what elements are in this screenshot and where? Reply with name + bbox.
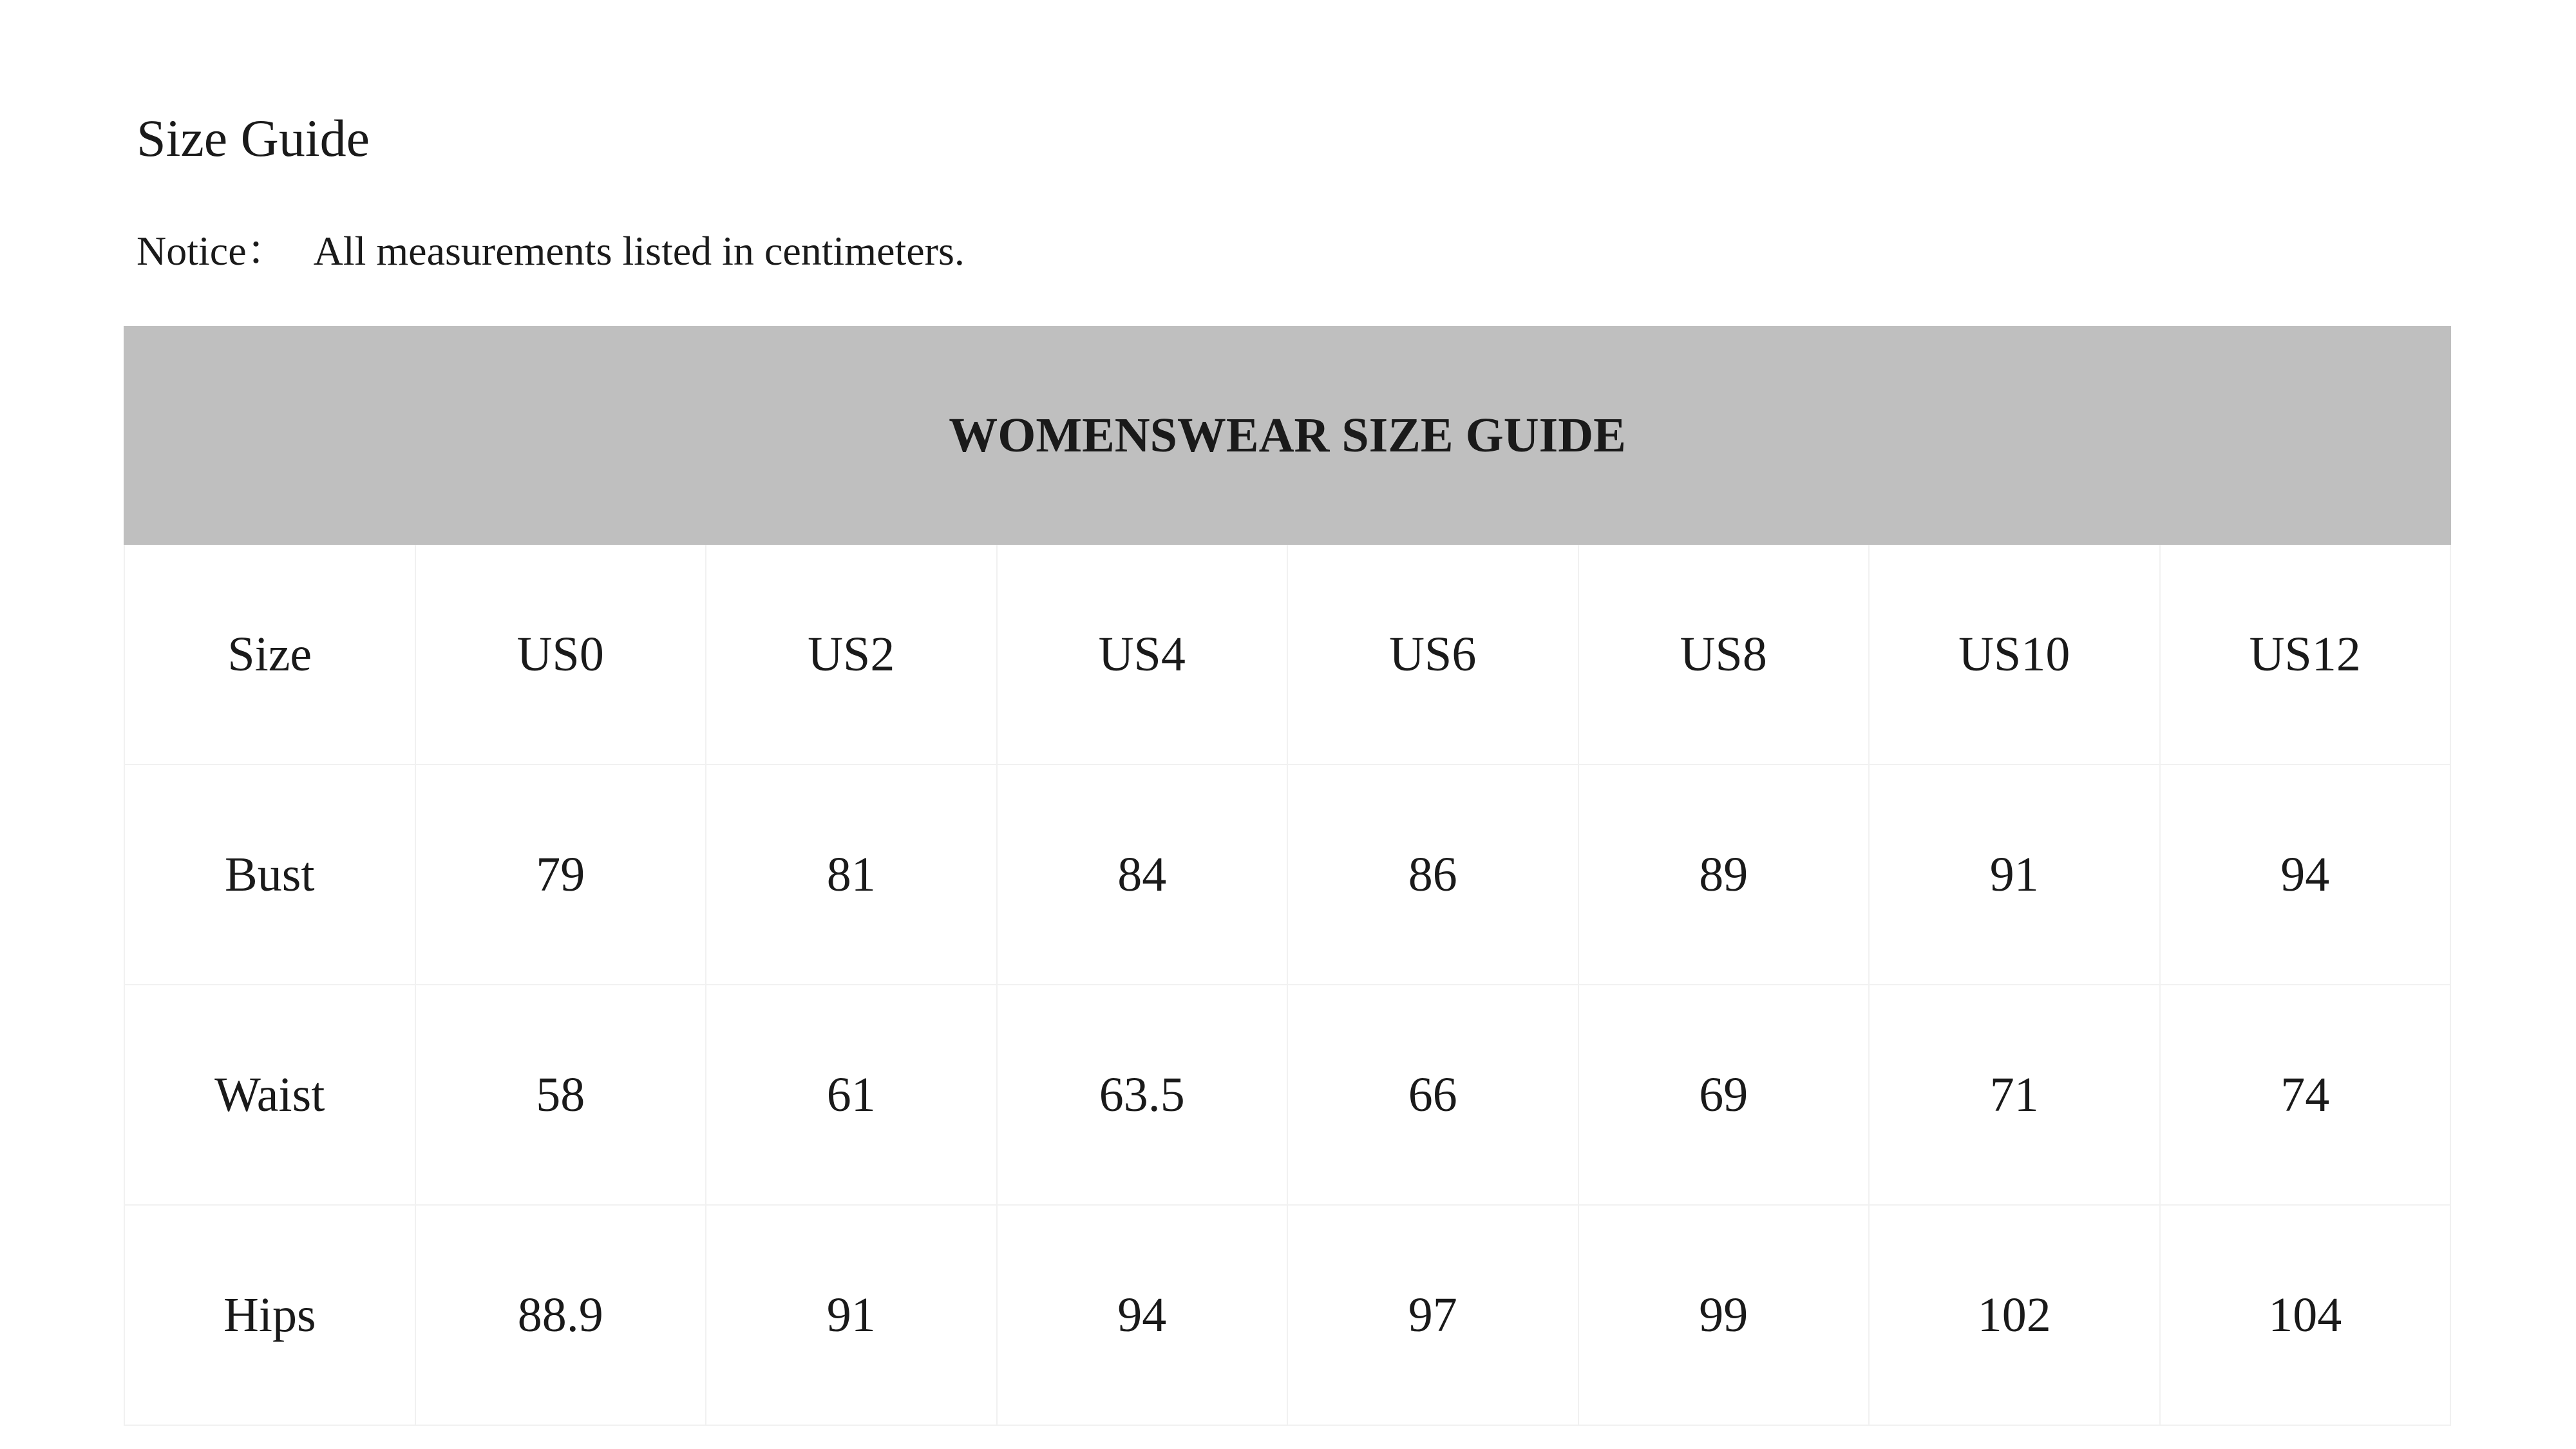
table-cell: US2 — [706, 545, 997, 764]
row-label: Bust — [124, 764, 415, 985]
table-cell: 91 — [1869, 764, 2160, 985]
notice-text: All measurements listed in centimeters. — [313, 228, 965, 274]
table-cell: 97 — [1287, 1205, 1578, 1425]
table-cell: 104 — [2160, 1205, 2451, 1425]
measurement-notice — [137, 222, 965, 280]
table-cell: 61 — [706, 985, 997, 1205]
table-cell: 94 — [997, 1205, 1288, 1425]
table-cell: US12 — [2160, 545, 2451, 764]
table-cell: US8 — [1578, 545, 1870, 764]
table-caption: WOMENSWEAR SIZE GUIDE — [124, 326, 2451, 545]
table-cell: 66 — [1287, 985, 1578, 1205]
table-cell: 89 — [1578, 764, 1870, 985]
table-cell: 81 — [706, 764, 997, 985]
table-cell: 102 — [1869, 1205, 2160, 1425]
table-cell: US4 — [997, 545, 1288, 764]
table-cell: 91 — [706, 1205, 997, 1425]
table-cell: 88.9 — [415, 1205, 706, 1425]
table-row-waist — [124, 985, 2450, 1205]
table-cell: 99 — [1578, 1205, 1870, 1425]
table-row-hips — [124, 1205, 2450, 1425]
table-cell: 69 — [1578, 985, 1870, 1205]
page-title: Size Guide — [137, 109, 370, 167]
row-label: Hips — [124, 1205, 415, 1425]
table-cell: 74 — [2160, 985, 2451, 1205]
table-cell: 84 — [997, 764, 1288, 985]
table-cell: 79 — [415, 764, 706, 985]
table-cell: 63.5 — [997, 985, 1288, 1205]
table-cell: 94 — [2160, 764, 2451, 985]
row-label: Waist — [124, 985, 415, 1205]
table-row-bust — [124, 764, 2450, 985]
table-cell: US0 — [415, 545, 706, 764]
notice-label: Notice： — [137, 228, 288, 274]
table-row-size — [124, 545, 2450, 764]
table-cell: 86 — [1287, 764, 1578, 985]
table-cell: 71 — [1869, 985, 2160, 1205]
size-guide-table — [124, 326, 2451, 1426]
row-label: Size — [124, 545, 415, 764]
table-cell: US6 — [1287, 545, 1578, 764]
size-table-body — [124, 545, 2450, 1425]
table-cell: US10 — [1869, 545, 2160, 764]
table-cell: 58 — [415, 985, 706, 1205]
